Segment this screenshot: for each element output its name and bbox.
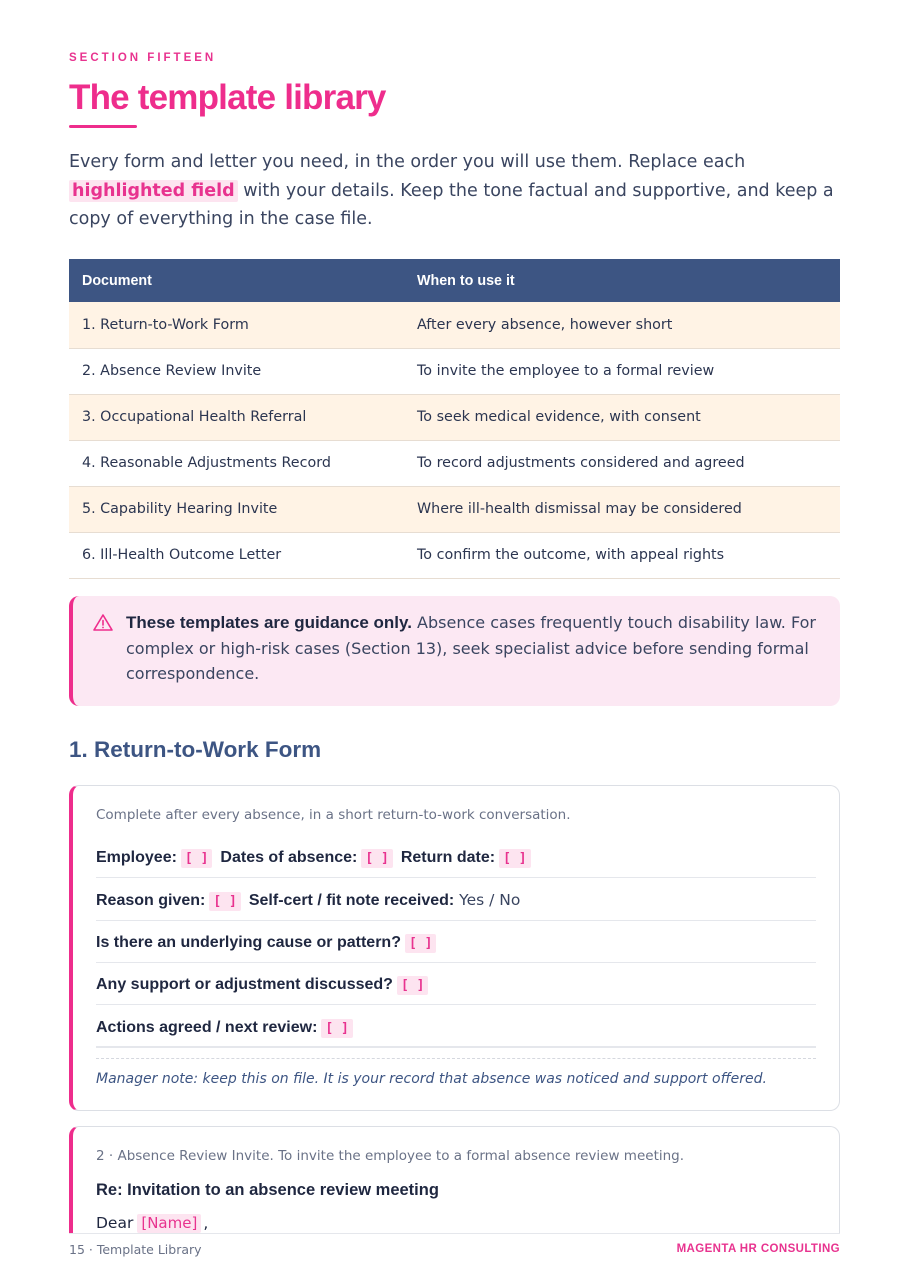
table-header-row <box>69 259 840 302</box>
document-cell: 6. Ill-Health Outcome Letter <box>69 532 404 578</box>
table-row <box>69 394 840 440</box>
page-title: The template library <box>69 78 386 117</box>
title-underline <box>69 125 137 128</box>
callout-body: Absence cases frequently touch disability law. For complex or high-risk cases (Section 13), seek specialist advice before sending formal correspondence. <box>126 613 816 683</box>
intro-text-2: with your details. Keep the tone factual and supportive, and keep a copy of everything in the case file. <box>69 180 834 229</box>
employee-placeholder[interactable]: [ ] <box>181 849 212 868</box>
footer-brand: MAGENTA HR CONSULTING <box>676 1243 840 1255</box>
when-cell: To confirm the outcome, with appeal rights <box>404 532 840 578</box>
form-row-dates <box>96 836 816 878</box>
document-cell: 3. Occupational Health Referral <box>69 394 404 440</box>
table-row <box>69 348 840 394</box>
reason-label: Reason given: <box>96 892 206 909</box>
document-cell: 4. Reasonable Adjustments Record <box>69 440 404 486</box>
section-eyebrow: SECTION FIFTEEN <box>69 52 217 64</box>
guidance-callout <box>69 596 840 706</box>
column-header-when: When to use it <box>404 259 840 302</box>
when-cell: Where ill-health dismissal may be considered <box>404 486 840 532</box>
actions-label: Actions agreed / next review: <box>96 1019 318 1036</box>
table-row <box>69 532 840 578</box>
form1-heading: 1. Return-to-Work Form <box>69 737 322 762</box>
table-row <box>69 302 840 348</box>
support-placeholder[interactable]: [ ] <box>397 976 428 995</box>
document-cell: 1. Return-to-Work Form <box>69 302 404 348</box>
document-cell: 2. Absence Review Invite <box>69 348 404 394</box>
form-note: Complete after every absence, in a short return-to-work conversation. <box>96 807 571 823</box>
intro-text-1: Every form and letter you need, in the order you will use them. Replace each <box>69 152 746 172</box>
form-row-cause <box>96 921 816 963</box>
callout-bold: These templates are guidance only. <box>126 613 412 632</box>
letter-salutation <box>96 1214 208 1233</box>
warning-icon <box>92 612 114 634</box>
intro-paragraph <box>69 148 840 234</box>
employee-label: Employee: <box>96 849 177 866</box>
footer-divider <box>69 1233 840 1234</box>
absence-review-letter <box>69 1126 840 1234</box>
cause-label: Is there an underlying cause or pattern? <box>96 934 401 951</box>
name-placeholder[interactable]: [Name] <box>137 1214 201 1233</box>
footer-page-label: 15 · Template Library <box>69 1242 202 1257</box>
when-cell: To seek medical evidence, with consent <box>404 394 840 440</box>
table-row <box>69 440 840 486</box>
highlighted-field-sample: highlighted field <box>69 180 238 202</box>
form-row-reason <box>96 879 816 921</box>
form-row-support <box>96 963 816 1005</box>
table-row <box>69 486 840 532</box>
when-cell: To record adjustments considered and agreed <box>404 440 840 486</box>
callout-text <box>126 610 816 687</box>
selfcert-value[interactable]: Yes / No <box>454 891 521 909</box>
selfcert-label: Self-cert / fit note received: <box>248 892 455 909</box>
document-cell: 5. Capability Hearing Invite <box>69 486 404 532</box>
return-date-placeholder[interactable]: [ ] <box>499 849 530 868</box>
cause-placeholder[interactable]: [ ] <box>405 934 436 953</box>
actions-placeholder[interactable]: [ ] <box>321 1019 352 1038</box>
form-row-actions <box>96 1006 816 1048</box>
dates-placeholder[interactable]: [ ] <box>361 849 392 868</box>
dashed-divider <box>96 1058 816 1059</box>
when-cell: To invite the employee to a formal review <box>404 348 840 394</box>
dates-label: Dates of absence: <box>220 849 358 866</box>
return-to-work-form <box>69 785 840 1111</box>
dear-text: Dear <box>96 1214 134 1232</box>
reason-placeholder[interactable]: [ ] <box>209 892 240 911</box>
support-label: Any support or adjustment discussed? <box>96 976 393 993</box>
return-date-label: Return date: <box>400 849 496 866</box>
template-table <box>69 259 840 579</box>
when-cell: After every absence, however short <box>404 302 840 348</box>
manager-note: Manager note: keep this on file. It is your record that absence was noticed and support offered. <box>96 1071 767 1087</box>
column-header-document: Document <box>69 259 404 302</box>
salutation-comma: , <box>203 1214 209 1232</box>
letter-subject: Re: Invitation to an absence review meeting <box>96 1181 439 1199</box>
letter-note: 2 · Absence Review Invite. To invite the employee to a formal absence review meeting. <box>96 1148 685 1164</box>
